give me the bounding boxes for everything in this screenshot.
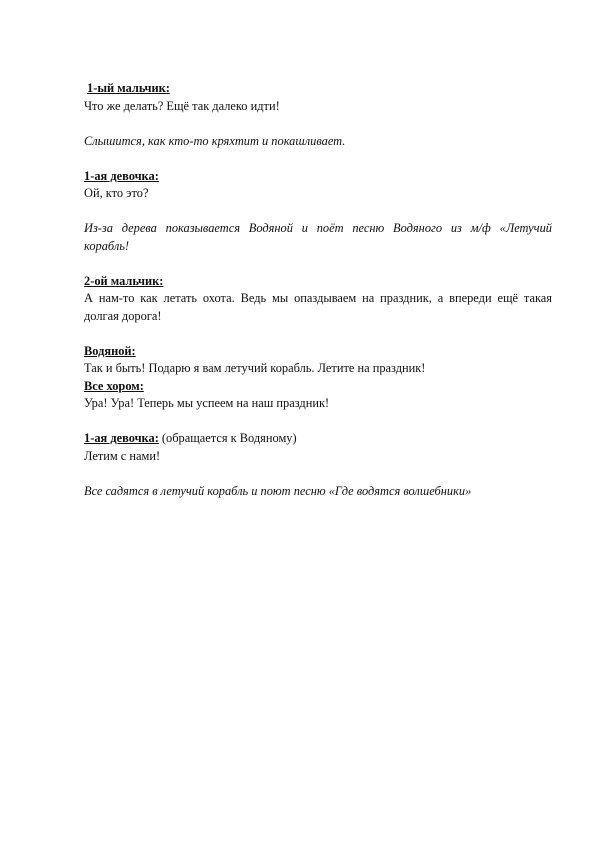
dialogue-line: Ура! Ура! Теперь мы успеем на наш праздник! bbox=[84, 396, 330, 410]
stage-direction-block bbox=[84, 483, 552, 501]
stage-direction: Все садятся в летучий корабль и поют песню «Где водятся волшебники» bbox=[84, 483, 472, 498]
dialogue-line: Летим с нами! bbox=[84, 448, 161, 463]
dialogue-line: Что же делать? Ещё так далеко идти! bbox=[84, 98, 280, 113]
dialogue-block-girl-1 bbox=[84, 168, 552, 203]
dialogue-line: А нам-то как летать охота. Ведь мы опаздываем на праздник, а впереди ещё такая долгая дорога! bbox=[84, 291, 552, 323]
speaker-label: 1-ая девочка: bbox=[84, 431, 159, 445]
stage-direction: Из-за дерева показывается Водяной и поёт песню Водяного из м/ф «Летучий корабль! bbox=[84, 221, 552, 253]
dialogue-block-boy-1 bbox=[84, 80, 552, 115]
dialogue-block-boy-2 bbox=[84, 273, 552, 326]
speaker-label: Все хором: bbox=[84, 378, 144, 393]
speaker-label: 1-ая девочка: bbox=[84, 168, 159, 183]
dialogue-block-all bbox=[84, 378, 552, 413]
dialogue-line: Ой, кто это? bbox=[84, 186, 149, 200]
dialogue-block-girl-1-second bbox=[84, 430, 552, 465]
dialogue-block-vodyanoy bbox=[84, 343, 552, 378]
speaker-label: Водяной: bbox=[84, 343, 136, 358]
document-page bbox=[84, 80, 552, 518]
speaker-label: 2-ой мальчик: bbox=[84, 273, 164, 288]
speaker-label: 1-ый мальчик: bbox=[87, 81, 170, 95]
stage-direction-block bbox=[84, 133, 552, 151]
stage-direction-block bbox=[84, 220, 552, 255]
stage-direction: Слышится, как кто-то кряхтит и покашливает. bbox=[84, 133, 346, 148]
inline-direction: (обращается к Водяному) bbox=[158, 431, 297, 445]
dialogue-line: Так и быть! Подарю я вам летучий корабль. Летите на праздник! bbox=[84, 361, 426, 375]
